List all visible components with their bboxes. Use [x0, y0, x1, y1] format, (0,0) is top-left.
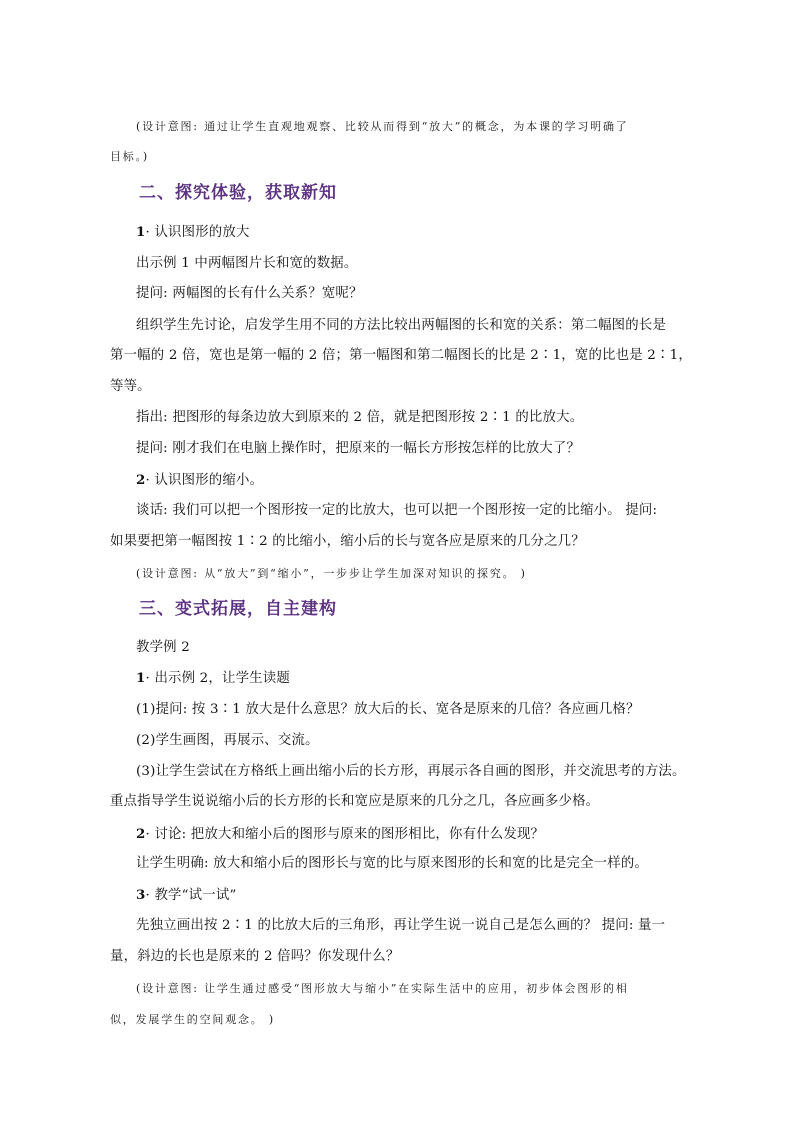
paragraph: 让学生明确: 放大和缩小后的图形长与宽的比与原来图形的长和宽的比是完全一样的。: [136, 856, 649, 871]
design-note-3-line-2: 似，发展学生的空间观念。 ): [110, 1013, 275, 1026]
item-text: · 讨论: 把放大和缩小后的图形与原来的图形相比，你有什么发现？: [145, 827, 545, 842]
paragraph: 量，斜边的长也是原来的 2 倍吗？你发现什么？: [110, 949, 400, 964]
section-2-item-2: [136, 470, 263, 491]
paragraph: 如果要把第一幅图按 1∶2 的比缩小，缩小后的长与宽各应是原来的几分之几？: [110, 534, 585, 549]
section-2-item-1: [136, 222, 250, 243]
section-3-item-3: [136, 885, 237, 906]
paragraph: 指出: 把图形的每条边放大到原来的 2 倍，就是把图形按 2∶1 的比放大。: [136, 410, 584, 425]
item-number: 1: [136, 224, 146, 240]
item-number: 3: [136, 887, 146, 903]
paragraph: 重点指导学生说说缩小后的长方形的长和宽应是原来的几分之几，各应画多少格。: [110, 794, 600, 809]
section-3-heading: 三、变式拓展，自主建构: [139, 599, 337, 619]
item-number: 2: [136, 826, 146, 842]
section-3-item-1: [136, 668, 290, 689]
paragraph: 等等。: [110, 379, 151, 394]
paragraph: 教学例 2: [136, 640, 190, 655]
paragraph: (1)提问: 按 3∶1 放大是什么意思？放大后的长、宽各是原来的几倍？各应画几格？: [136, 702, 640, 717]
item-text: · 出示例 2，让学生读题: [145, 671, 290, 686]
paragraph: 第一幅的 2 倍，宽也是第一幅的 2 倍；第一幅图和第二幅图长的比是 2∶1，宽的比也是 2∶1，: [110, 348, 692, 363]
design-note-1-line-2: 目标。): [110, 150, 149, 163]
item-text: · 认识图形的缩小。: [145, 473, 264, 488]
paragraph: 先独立画出按 2∶1 的比放大后的三角形，再让学生说一说自己是怎么画的？ 提问: 量一: [136, 918, 666, 933]
paragraph: 提问: 刚才我们在电脑上操作时，把原来的一幅长方形按怎样的比放大了？: [136, 441, 581, 456]
section-3-item-2: [136, 824, 544, 845]
paragraph: 提问: 两幅图的长有什么关系？宽呢？: [136, 286, 363, 301]
paragraph: (2)学生画图，再展示、交流。: [136, 733, 319, 748]
paragraph: (3)让学生尝试在方格纸上画出缩小后的长方形，再展示各自画的图形，并交流思考的方法。: [136, 764, 686, 779]
paragraph: 谈话: 我们可以把一个图形按一定的比放大，也可以把一个图形按一定的比缩小。 提问:: [136, 503, 658, 518]
paragraph: 出示例 1 中两幅图片长和宽的数据。: [136, 256, 358, 271]
item-text: · 认识图形的放大: [145, 225, 250, 240]
design-note-2: (设计意图: 从“放大”到“缩小”，一步步让学生加深对知识的探究。 ): [136, 567, 527, 580]
item-text: · 教学“试一试”: [145, 888, 237, 903]
item-number: 1: [136, 670, 146, 686]
item-number: 2: [136, 472, 146, 488]
design-note-1-line-1: (设计意图: 通过让学生直观地观察、比较从而得到“放大”的概念，为本课的学习明确了: [136, 120, 629, 133]
section-2-heading: 二、探究体验，获取新知: [139, 183, 337, 203]
design-note-3-line-1: (设计意图: 让学生通过感受“图形放大与缩小”在实际生活中的应用，初步体会图形的相: [136, 982, 629, 995]
paragraph: 组织学生先讨论，启发学生用不同的方法比较出两幅图的长和宽的关系：第二幅图的长是: [136, 318, 667, 333]
